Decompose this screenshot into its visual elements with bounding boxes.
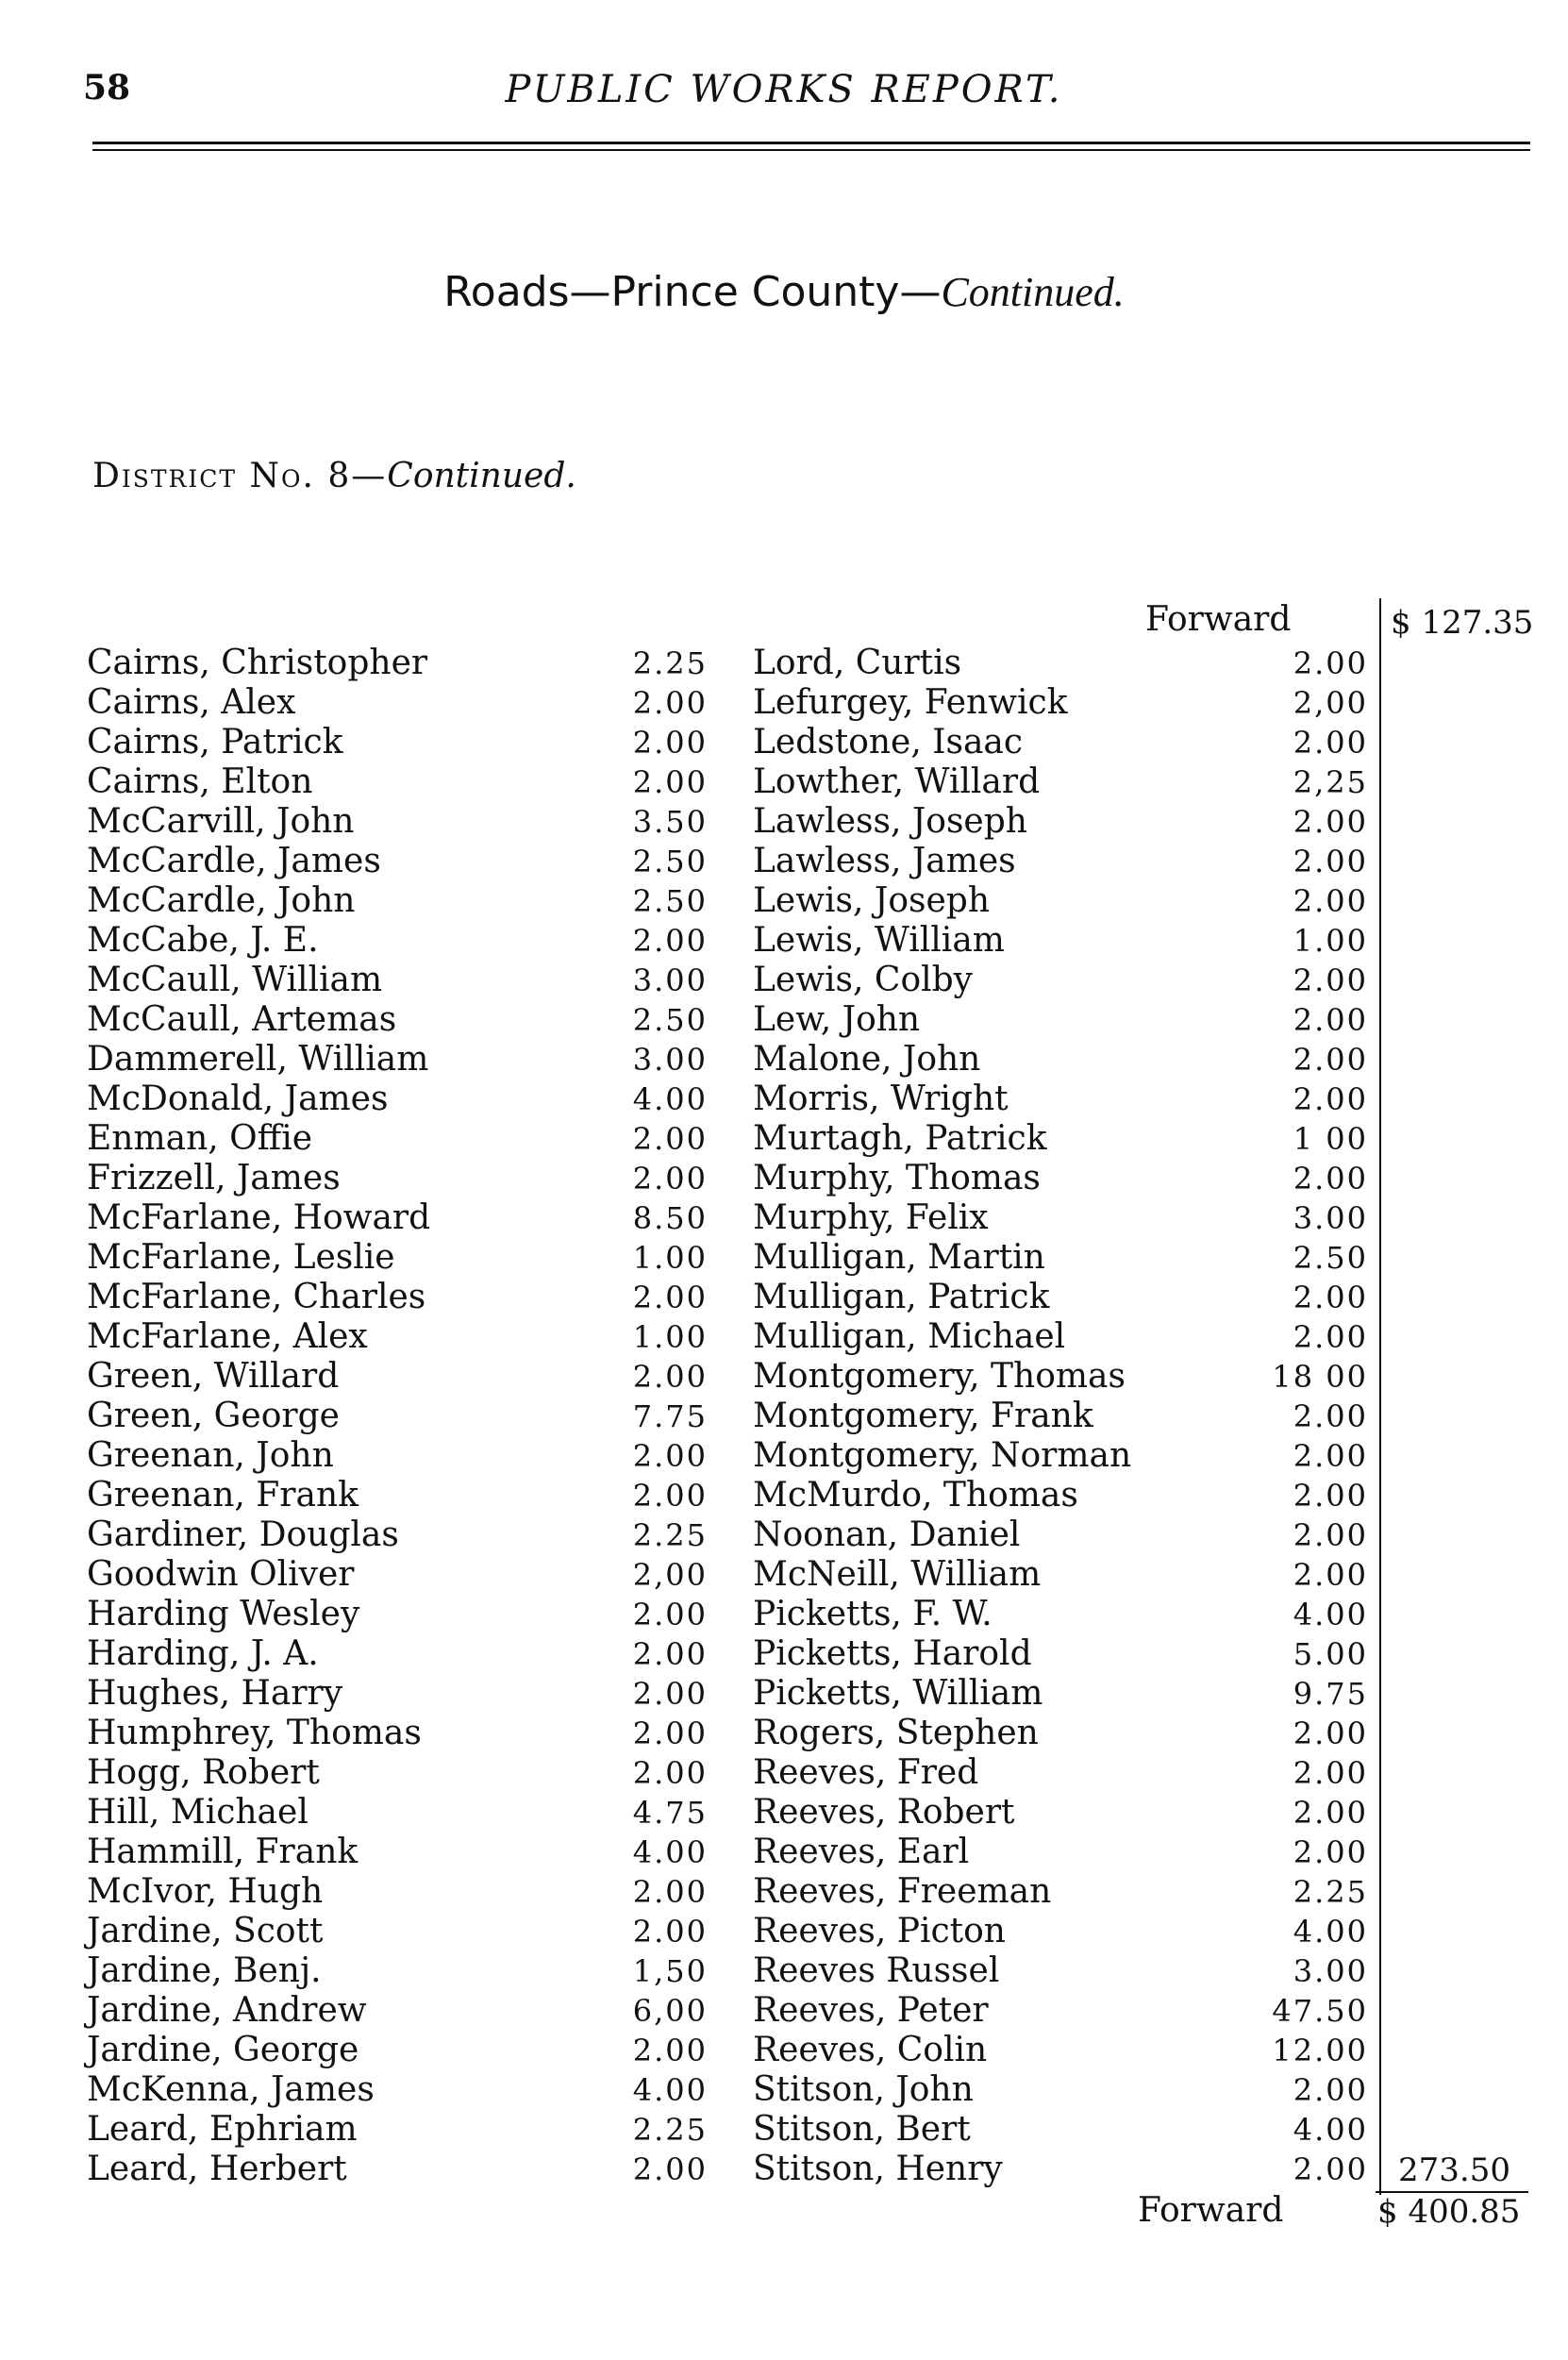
right-entry-amount: 2.00 xyxy=(1293,883,1368,919)
left-entry-amount: 2.00 xyxy=(632,1914,708,1950)
right-entry-amount: 5.00 xyxy=(1293,1636,1368,1672)
left-entry-name: Harding Wesley xyxy=(87,1595,360,1633)
right-entry-amount: 47.50 xyxy=(1272,1993,1368,2029)
right-entry-amount: 2.00 xyxy=(1293,1319,1368,1355)
right-entry-name: Lawless, Joseph xyxy=(753,802,1027,841)
right-entry-name: Picketts, F. W. xyxy=(753,1595,993,1633)
left-entry-amount: 2.00 xyxy=(632,725,708,761)
left-entry-name: McFarlane, Howard xyxy=(87,1198,431,1237)
left-entry-name: Jardine, Benj. xyxy=(87,1951,322,1990)
right-entry-name: Morris, Wright xyxy=(753,1080,1009,1118)
right-entry-name: Montgomery, Norman xyxy=(753,1436,1132,1475)
left-entry-amount: 2.25 xyxy=(632,2112,708,2148)
right-entry-amount: 2.50 xyxy=(1293,1240,1368,1276)
left-entry-name: Hill, Michael xyxy=(87,1793,309,1832)
right-entry-amount: 1.00 xyxy=(1293,923,1368,959)
forward-bottom-label: Forward xyxy=(1138,2191,1284,2230)
left-entry-name: McCabe, J. E. xyxy=(87,921,319,960)
left-entry-amount: 2,00 xyxy=(632,1557,708,1593)
district-continued: Continued. xyxy=(387,457,576,495)
right-entry-name: McNeill, William xyxy=(753,1555,1042,1594)
right-entry-name: Montgomery, Frank xyxy=(753,1397,1093,1435)
left-entry-name: Green, Willard xyxy=(87,1357,340,1396)
district-label: District No. 8— xyxy=(92,457,388,495)
right-entry-amount: 2.00 xyxy=(1293,1517,1368,1553)
left-entry-amount: 4.75 xyxy=(632,1795,708,1831)
left-entry-amount: 2.00 xyxy=(632,685,708,721)
left-entry-amount: 8.50 xyxy=(632,1200,708,1236)
right-entry-name: Stitson, Henry xyxy=(753,2150,1003,2188)
left-entry-name: Jardine, Scott xyxy=(87,1912,324,1950)
right-entry-name: Reeves, Fred xyxy=(753,1753,979,1792)
right-entry-amount: 2.25 xyxy=(1293,1874,1368,1910)
right-entry-amount: 12.00 xyxy=(1272,2033,1368,2068)
right-entry-name: Mulligan, Martin xyxy=(753,1238,1045,1277)
right-entry-amount: 2.00 xyxy=(1293,645,1368,681)
left-entry-name: Jardine, Andrew xyxy=(87,1991,367,2030)
right-entry-amount: 4.00 xyxy=(1293,1914,1368,1950)
right-entry-amount: 2.00 xyxy=(1293,2151,1368,2187)
left-entry-name: Enman, Offie xyxy=(87,1119,313,1158)
right-entry-name: Mulligan, Michael xyxy=(753,1317,1066,1356)
right-entry-name: Picketts, William xyxy=(753,1674,1043,1713)
left-entry-name: Jardine, George xyxy=(87,2031,359,2069)
left-entry-amount: 2.25 xyxy=(632,645,708,681)
right-entry-amount: 2.00 xyxy=(1293,1795,1368,1831)
left-entry-name: Greenan, John xyxy=(87,1436,334,1475)
left-entry-amount: 2.00 xyxy=(632,1716,708,1751)
right-entry-name: Lowther, Willard xyxy=(753,762,1041,801)
right-entry-name: Ledstone, Isaac xyxy=(753,723,1024,762)
left-entry-name: McFarlane, Leslie xyxy=(87,1238,395,1277)
left-entry-amount: 2.00 xyxy=(632,1636,708,1672)
right-entry-amount: 2.00 xyxy=(1293,1478,1368,1514)
header-rule-thin xyxy=(92,149,1530,151)
right-entry-amount: 4.00 xyxy=(1293,1597,1368,1632)
right-entry-name: Lefurgey, Fenwick xyxy=(753,683,1068,722)
left-entry-amount: 2.50 xyxy=(632,883,708,919)
header-rule xyxy=(92,142,1530,144)
right-entry-name: Reeves, Robert xyxy=(753,1793,1015,1832)
left-entry-amount: 1,50 xyxy=(632,1953,708,1989)
right-entry-name: Picketts, Harold xyxy=(753,1634,1032,1673)
section-title xyxy=(0,268,1568,316)
left-entry-amount: 2.00 xyxy=(632,1478,708,1514)
left-entry-amount: 1.00 xyxy=(632,1319,708,1355)
left-entry-amount: 2.00 xyxy=(632,1280,708,1315)
left-entry-name: Hammill, Frank xyxy=(87,1833,359,1871)
left-entry-name: McDonald, James xyxy=(87,1080,389,1118)
section-title-continued: Continued. xyxy=(941,269,1125,315)
left-entry-amount: 2.00 xyxy=(632,1597,708,1632)
left-entry-amount: 2.00 xyxy=(632,1874,708,1910)
right-entry-name: Reeves, Earl xyxy=(753,1833,970,1871)
left-entry-name: McCaull, Artemas xyxy=(87,1000,397,1039)
right-entry-amount: 2.00 xyxy=(1293,1398,1368,1434)
left-entry-name: Frizzell, James xyxy=(87,1159,341,1197)
left-entry-amount: 2.00 xyxy=(632,1676,708,1712)
page-number: 58 xyxy=(83,68,131,108)
left-entry-amount: 7.75 xyxy=(632,1398,708,1434)
left-entry-name: McFarlane, Alex xyxy=(87,1317,368,1356)
right-entry-name: Lew, John xyxy=(753,1000,921,1039)
right-entry-name: Lewis, Colby xyxy=(753,961,974,999)
amount-column-rule xyxy=(1379,598,1381,2195)
left-entry-amount: 2.00 xyxy=(632,1161,708,1197)
right-entry-name: Murphy, Felix xyxy=(753,1198,989,1237)
left-entry-name: McIvor, Hugh xyxy=(87,1872,324,1911)
right-entry-amount: 2.00 xyxy=(1293,1280,1368,1315)
left-entry-name: Hughes, Harry xyxy=(87,1674,343,1713)
left-entry-amount: 3.50 xyxy=(632,804,708,840)
left-entry-name: Harding, J. A. xyxy=(87,1634,319,1673)
left-entry-amount: 4.00 xyxy=(632,1081,708,1117)
left-entry-amount: 2.00 xyxy=(632,1121,708,1157)
forward-top-label: Forward xyxy=(1145,600,1292,639)
left-entry-name: Green, George xyxy=(87,1397,340,1435)
right-entry-amount: 2.00 xyxy=(1293,2072,1368,2108)
left-entry-amount: 2.00 xyxy=(632,2151,708,2187)
right-entry-name: Reeves Russel xyxy=(753,1951,1000,1990)
right-entry-amount: 2.00 xyxy=(1293,844,1368,879)
left-entry-amount: 3.00 xyxy=(632,962,708,998)
left-entry-name: McCarvill, John xyxy=(87,802,355,841)
right-entry-name: Reeves, Freeman xyxy=(753,1872,1052,1911)
left-entry-name: McCardle, James xyxy=(87,842,381,880)
right-entry-name: Noonan, Daniel xyxy=(753,1515,1021,1554)
left-entry-name: Hogg, Robert xyxy=(87,1753,320,1792)
left-entry-name: Leard, Herbert xyxy=(87,2150,347,2188)
left-entry-amount: 4.00 xyxy=(632,1834,708,1870)
right-entry-amount: 1 00 xyxy=(1293,1121,1368,1157)
right-entry-amount: 18 00 xyxy=(1272,1359,1368,1395)
right-entry-name: Murphy, Thomas xyxy=(753,1159,1041,1197)
left-entry-name: Cairns, Patrick xyxy=(87,723,343,762)
right-entry-name: Reeves, Peter xyxy=(753,1991,989,2030)
left-entry-amount: 2.00 xyxy=(632,2033,708,2068)
right-entry-amount: 3.00 xyxy=(1293,1953,1368,1989)
left-entry-amount: 4.00 xyxy=(632,2072,708,2108)
right-entry-amount: 2,25 xyxy=(1293,764,1368,800)
left-entry-name: Humphrey, Thomas xyxy=(87,1714,422,1752)
forward-bottom-amount: $ 400.85 xyxy=(1377,2193,1521,2231)
right-entry-name: Murtagh, Patrick xyxy=(753,1119,1047,1158)
right-entry-name: Rogers, Stephen xyxy=(753,1714,1039,1752)
left-entry-name: McCardle, John xyxy=(87,881,356,920)
left-entry-name: McFarlane, Charles xyxy=(87,1278,426,1316)
right-entry-name: Stitson, John xyxy=(753,2070,974,2109)
right-entry-name: Malone, John xyxy=(753,1040,981,1079)
right-entry-amount: 2.00 xyxy=(1293,725,1368,761)
left-entry-name: McCaull, William xyxy=(87,961,383,999)
left-entry-amount: 2.00 xyxy=(632,1438,708,1474)
right-entry-name: Montgomery, Thomas xyxy=(753,1357,1126,1396)
left-entry-name: Goodwin Oliver xyxy=(87,1555,355,1594)
left-entry-amount: 2.50 xyxy=(632,844,708,879)
left-entry-amount: 2.25 xyxy=(632,1517,708,1553)
right-entry-amount: 3.00 xyxy=(1293,1200,1368,1236)
right-entry-name: Lord, Curtis xyxy=(753,644,962,682)
right-entry-name: Lewis, Joseph xyxy=(753,881,991,920)
right-entry-amount: 2.00 xyxy=(1293,1438,1368,1474)
left-entry-name: McKenna, James xyxy=(87,2070,375,2109)
left-entry-amount: 2.00 xyxy=(632,1755,708,1791)
district-heading xyxy=(92,457,576,495)
forward-top-amount: $ 127.35 xyxy=(1391,604,1534,642)
left-entry-name: Cairns, Christopher xyxy=(87,644,428,682)
left-entry-name: Leard, Ephriam xyxy=(87,2110,358,2149)
left-entry-name: Cairns, Alex xyxy=(87,683,296,722)
left-entry-amount: 2.00 xyxy=(632,1359,708,1395)
column-total: 273.50 xyxy=(1398,2151,1510,2189)
right-entry-amount: 2.00 xyxy=(1293,1161,1368,1197)
right-entry-amount: 2.00 xyxy=(1293,1834,1368,1870)
right-entry-name: McMurdo, Thomas xyxy=(753,1476,1078,1515)
right-entry-name: Mulligan, Patrick xyxy=(753,1278,1050,1316)
right-entry-name: Stitson, Bert xyxy=(753,2110,971,2149)
left-entry-amount: 6,00 xyxy=(632,1993,708,2029)
right-entry-amount: 9.75 xyxy=(1293,1676,1368,1712)
right-entry-amount: 2.00 xyxy=(1293,1081,1368,1117)
right-entry-amount: 2.00 xyxy=(1293,804,1368,840)
right-entry-amount: 2.00 xyxy=(1293,1002,1368,1038)
right-entry-name: Lewis, William xyxy=(753,921,1005,960)
left-entry-amount: 2.00 xyxy=(632,923,708,959)
right-entry-amount: 2.00 xyxy=(1293,1755,1368,1791)
running-head: PUBLIC WORKS REPORT. xyxy=(505,68,1063,111)
right-entry-amount: 2.00 xyxy=(1293,962,1368,998)
right-entry-amount: 2.00 xyxy=(1293,1716,1368,1751)
right-entry-amount: 2.00 xyxy=(1293,1557,1368,1593)
right-entry-name: Lawless, James xyxy=(753,842,1016,880)
left-entry-name: Greenan, Frank xyxy=(87,1476,359,1515)
left-entry-amount: 3.00 xyxy=(632,1042,708,1078)
right-entry-name: Reeves, Colin xyxy=(753,2031,988,2069)
left-entry-name: Dammerell, William xyxy=(87,1040,429,1079)
left-entry-amount: 2.00 xyxy=(632,764,708,800)
right-entry-amount: 4.00 xyxy=(1293,2112,1368,2148)
left-entry-name: Gardiner, Douglas xyxy=(87,1515,399,1554)
right-entry-name: Reeves, Picton xyxy=(753,1912,1006,1950)
left-entry-amount: 2.50 xyxy=(632,1002,708,1038)
right-entry-amount: 2,00 xyxy=(1293,685,1368,721)
left-entry-amount: 1.00 xyxy=(632,1240,708,1276)
section-title-main: Roads—Prince County— xyxy=(443,268,942,316)
right-entry-amount: 2.00 xyxy=(1293,1042,1368,1078)
left-entry-name: Cairns, Elton xyxy=(87,762,313,801)
